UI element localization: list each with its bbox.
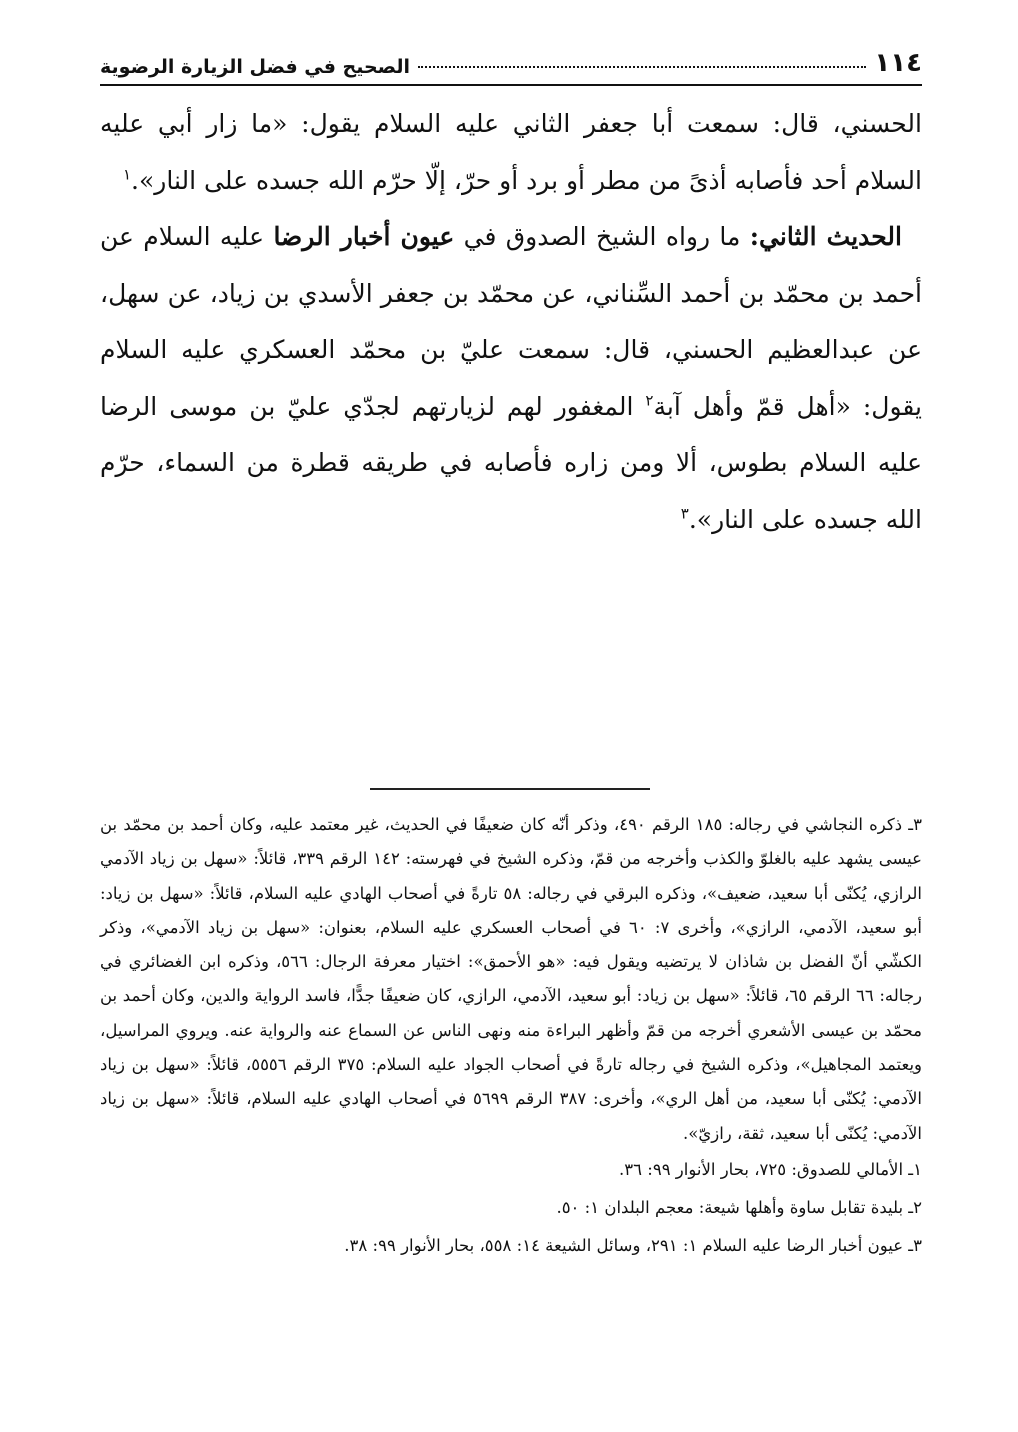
book-reference: عيون أخبار الرضا bbox=[273, 222, 455, 251]
paragraph-2-text-b: عليه السلام عن أحمد بن محمّد بن أحمد السِّناني، عن محمّد بن جعفر الأسدي بن زياد، عن سهل، عن عبدالعظيم الحسني، قال: سمعت عليّ بن محمّد العسكري عليه السلام يقول: «أهل قمّ وأهل آبة bbox=[100, 222, 922, 421]
paragraph-2-text-c: المغفور لهم لزيارتهم لجدّي عليّ بن موسى الرضا عليه السلام بطوس، ألا ومن زاره فأصابه في طريقه قطرة من السماء، حرّم الله جسده على النار». bbox=[100, 391, 922, 534]
hadith-heading: الحديث الثاني: bbox=[749, 222, 902, 251]
footnote-separator bbox=[370, 788, 650, 790]
dotted-leader bbox=[418, 66, 866, 68]
footnote-1: ١ـ الأمالي للصدوق: ٧٢٥، بحار الأنوار ٩٩: ٣٦. bbox=[619, 1159, 922, 1179]
paragraph-1-text: الحسني، قال: سمعت أبا جعفر الثاني عليه السلام يقول: «ما زار أبي عليه السلام أحد فأصابه أذىً من مطر أو برد أو حرّ، إلّا حرّم الله جسده على النار». bbox=[100, 109, 922, 195]
footnotes bbox=[100, 808, 922, 1265]
running-header bbox=[100, 38, 922, 86]
paragraph-1 bbox=[100, 96, 922, 209]
paragraph-2-text-a: ما رواه الشيخ الصدوق في bbox=[454, 222, 750, 251]
footnote-3: ٣ـ عيون أخبار الرضا عليه السلام ١: ٢٩١، وسائل الشيعة ١٤: ٥٥٨، بحار الأنوار ٩٩: ٣٨. bbox=[344, 1235, 922, 1255]
footnote-ref-3[interactable]: ٣ bbox=[680, 504, 689, 523]
footnote-ref-2[interactable]: ٢ bbox=[645, 391, 654, 410]
footnote-long: ٣ـ ذكره النجاشي في رجاله: ١٨٥ الرقم ٤٩٠، وذكر أنّه كان ضعيفًا في الحديث، غير معتمد عليه، وكان أحمد بن محمّد بن عيسى يشهد عليه بالغلوّ والكذب وأخرجه من قمّ، وذكره الشيخ في فهرسته: ١٤٢ الرقم ٣٣٩، قائلاً: «سهل بن زياد الآدمي الرازي، يُكنّى أبا سعيد، ضعيف»، وذكره البرقي في رجاله: ٥٨ تارةً في أصحاب الهادي عليه السلام، قائلاً: «سهل بن زياد: أبو سعيد، الآدمي، الرازي»، وأخرى ٧: ٦٠ في أصحاب العسكري عليه السلام، بعنوان: «سهل بن زياد الآدمي»، وذكر الكشّي أنّ الفضل بن شاذان لا يرتضيه ويقول فيه: «هو الأحمق»: اختيار معرفة الرجال: ٥٦٦، وذكره ابن الغضائري في رجاله: ٦٦ الرقم ٦٥، قائلاً: «سهل بن زياد: أبو سعيد، الآدمي، الرازي، كان ضعيفًا جدًّا، فاسد الرواية والدين، وكان أحمد بن محمّد بن عيسى الأشعري أخرجه من قمّ وأظهر البراءة منه ونهى الناس عن السماع عنه والرواية عنه. ويروي المراسيل، ويعتمد المجاهيل»، وذكره الشيخ في رجاله تارةً في أصحاب الجواد عليه السلام: ٣٧٥ الرقم ٥٥٥٦، قائلاً: «سهل بن زياد الآدمي: يُكنّى أبا سعيد، من أهل الري»، وأخرى: ٣٨٧ الرقم ٥٦٩٩ في أصحاب الهادي عليه السلام، قائلاً: «سهل بن زياد الآدمي: يُكنّى أبا سعيد، ثقة، رازيّ». bbox=[100, 815, 923, 1143]
page-number: ١١٤ bbox=[874, 48, 922, 78]
main-text bbox=[100, 96, 922, 548]
book-title: الصحيح في فضل الزيارة الرضوية bbox=[100, 56, 411, 78]
footnote-ref-1[interactable]: ١ bbox=[122, 165, 132, 184]
footnote-2: ٢ـ بليدة تقابل ساوة وأهلها شيعة: معجم البلدان ١: ٥٠. bbox=[556, 1197, 922, 1217]
paragraph-2 bbox=[100, 209, 922, 548]
